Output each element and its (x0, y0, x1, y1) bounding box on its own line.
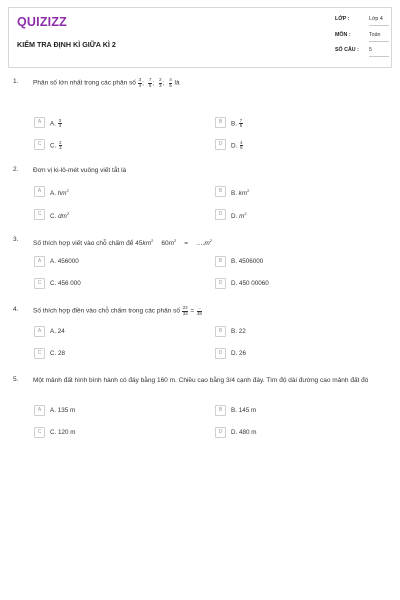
meta-label: SỐ CÂU : (335, 47, 359, 53)
question-number: 1. (13, 78, 19, 85)
option-text: A. 456000 (50, 257, 79, 265)
option-letter-box[interactable]: C (34, 209, 45, 220)
option-text: A. 24 (50, 327, 65, 335)
question-text: Một mảnh đất hình bình hành có đáy bằng 160 m. Chiều cao bằng 3/4 cạnh đáy. Tìm độ dài đường cao mảnh đất đó (33, 377, 369, 384)
option-letter-box[interactable]: D (215, 278, 226, 289)
meta-underline (369, 56, 389, 57)
option-letter-box[interactable]: A (34, 405, 45, 416)
option-letter-box[interactable]: A (34, 326, 45, 337)
option-letter-box[interactable]: D (215, 348, 226, 359)
meta-label: LỚP : (335, 16, 350, 22)
fraction: $\frac{\dots}{48}$ (197, 305, 202, 316)
question-text-main: Số thích hợp viết vào chỗ chấm để (33, 240, 134, 247)
question-number: 5. (13, 376, 19, 383)
option-text: C. 456 000 (50, 279, 81, 287)
fraction: $\frac{2}{3}$ (159, 77, 162, 88)
option-text: B. 4506000 (231, 257, 264, 265)
meta-question-count (335, 47, 391, 57)
question-text: Phân số lớn nhất trong các phân số $\frac{3}{4}$ ; $\frac{7}{5}$ ; $\frac{2}{3}$ ; $\frac{4}{5}$ là (33, 77, 180, 88)
meta-value: Lớp 4 (369, 16, 383, 22)
option-letter-box[interactable]: D (215, 209, 226, 220)
question-text (33, 236, 391, 249)
expression: $45km^2$ $60m^2$ = $\dots.m^2$ (135, 238, 212, 247)
option-text: A. $hm^2$ (50, 187, 69, 197)
option-letter-box[interactable]: B (215, 405, 226, 416)
question-text: Số thích hợp điền vào chỗ chấm trong các phân số $\frac{22}{33}$ = $\frac{\dots}{48}$ (33, 305, 202, 316)
option-text: B. $\frac{7}{5}$ (231, 117, 243, 128)
option-text: C. 28 (50, 349, 66, 357)
option-letter-box[interactable]: B (215, 186, 226, 197)
question-text-main: Phân số lớn nhất trong các phân số (33, 79, 136, 87)
option-text: D. $m^2$ (231, 210, 247, 220)
fraction: $\frac{3}{4}$ (138, 77, 142, 88)
question-number: 2. (13, 166, 19, 173)
option-text: A. $\frac{3}{4}$ (50, 117, 62, 128)
meta-underline (369, 25, 389, 26)
option-text: B. $km^2$ (231, 187, 250, 197)
option-text: C. 120 m (50, 428, 76, 436)
question-number: 4. (13, 306, 19, 313)
option-letter-box[interactable]: C (34, 278, 45, 289)
question-number: 3. (13, 236, 19, 243)
option-letter-box[interactable]: C (34, 348, 45, 359)
fraction: $\frac{4}{5}$ (169, 77, 172, 88)
meta-grade (335, 16, 391, 26)
option-letter-box[interactable]: D (215, 139, 226, 150)
worksheet-header (8, 7, 392, 68)
option-text: B. 145 m (231, 406, 257, 414)
option-text: C. $\frac{2}{3}$ (50, 139, 62, 150)
option-letter-box[interactable]: B (215, 117, 226, 128)
option-text: D. 450 00060 (231, 279, 269, 287)
option-letter-box[interactable]: C (34, 427, 45, 438)
question-text-suffix: là (174, 79, 180, 87)
question-text-main: Số thích hợp điền vào chỗ chấm trong các phân số (33, 307, 180, 315)
option-text: D. 480 m (231, 428, 257, 436)
option-text: D. 26 (231, 349, 247, 357)
option-letter-box[interactable]: A (34, 186, 45, 197)
page-title: KIỂM TRA ĐỊNH KÌ GIỮA KÌ 2 (17, 40, 116, 49)
option-letter-box[interactable]: B (215, 256, 226, 267)
option-letter-box[interactable]: B (215, 326, 226, 337)
option-letter-box[interactable]: D (215, 427, 226, 438)
option-text: C. $dm^2$ (50, 210, 70, 220)
option-letter-box[interactable]: C (34, 139, 45, 150)
option-letter-box[interactable]: A (34, 256, 45, 267)
meta-value: Toán (369, 32, 381, 38)
meta-value: 5 (369, 47, 372, 53)
quizizz-logo: QUIZIZZ (17, 15, 68, 29)
option-text: D. $\frac{4}{5}$ (231, 139, 243, 150)
meta-label: MÔN : (335, 32, 351, 38)
question-text: Đơn vị ki-lô-mét vuông viết tắt là (33, 167, 127, 174)
fraction: $\frac{22}{33}$ (182, 305, 188, 316)
option-text: B. 22 (231, 327, 246, 335)
meta-underline (369, 41, 389, 42)
meta-subject (335, 32, 391, 42)
option-letter-box[interactable]: A (34, 117, 45, 128)
option-text: A. 135 m (50, 406, 76, 414)
fraction: $\frac{7}{5}$ (148, 77, 152, 88)
